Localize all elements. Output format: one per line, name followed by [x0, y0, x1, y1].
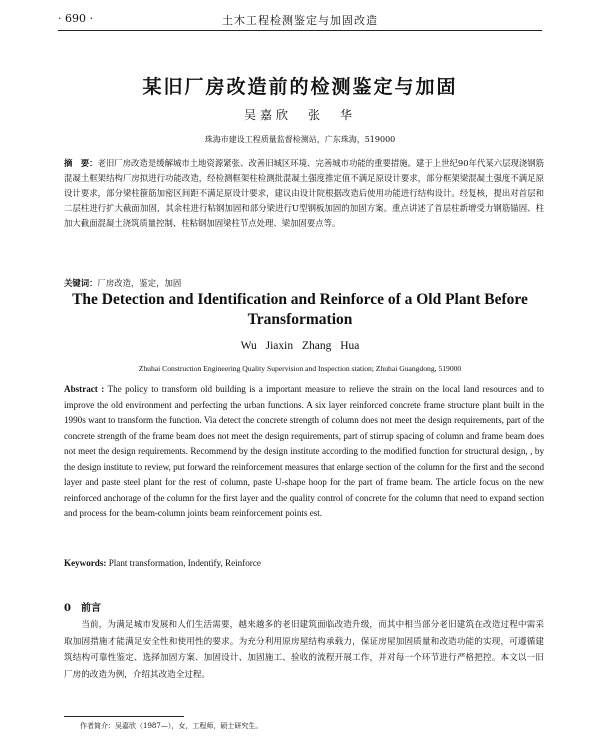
chinese-title: 某旧厂房改造前的检测鉴定与加固 [142, 76, 458, 98]
english-title: The Detection and Identification and Reinforce of a Old Plant Before Transformation [72, 291, 528, 328]
chinese-keywords [64, 277, 544, 289]
chinese-keywords-text: 厂房改造，鉴定，加固 [97, 278, 182, 288]
intro-paragraph: 当前，为满足城市发展和人们生活需要，越来越多的老旧建筑面临改造升级，而其中相当部分老旧建筑在改造过程中需采取加固措施才能满足安全性和使用性的要求。为充分利用原房屋结构承载力，保证房屋加固质量和改造功能的实现，可遵循建筑结构可靠性鉴定、选择加固方案、加固设计、加固施工、验收的流程开展工作，并对每一个环节进行严格把控。本文以一旧厂房的改造为例，介绍其改造全过程。 [64, 620, 544, 680]
chinese-abstract [64, 156, 544, 231]
section-title: 前言 [80, 603, 101, 614]
section-heading [64, 599, 101, 614]
english-abstract-label: Abstract : [64, 384, 105, 394]
english-keywords [64, 558, 544, 568]
english-authors: Wu Jiaxin Zhang Hua [240, 340, 360, 352]
english-abstract [64, 382, 544, 522]
english-abstract-text: The policy to transform old building is a important measure to relieve the strain on the local land resources and to improve the old environment and perfecting the urban functions. A six layer reinforced concrete frame structure plant built in the 1990s want to transform the function. Via detect the concrete strength of column does not meet the design requirements, part of the concrete strength of the frame beam does not meet the design requirements, part of stirrup spacing of column and frame beam does not meet the design requirements. Recommend by the design institute according to the modified function for structural design, , by the design institute to review, put forward the reinforcement measures that enlarge section of the column for the first and the second layer and paste steel plant for the rest of column, paste U-shape hoop for the part of frame beam. The article focus on the new reinforced anchorage of the column for the first layer and the quality control of concrete for the column that need to expand section and process for the beam-column joints beam reinforcement points est. [64, 384, 544, 518]
author-footnote: 作者简介：吴嘉欣（1987—），女，工程师，硕士研究生。 [80, 722, 263, 730]
section-number: 0 [64, 603, 71, 614]
page-number: · 690 · [58, 12, 93, 25]
section-body [64, 617, 544, 683]
english-keywords-label: Keywords: [64, 558, 107, 568]
chinese-authors: 吴嘉欣 张 华 [243, 108, 356, 122]
running-header [58, 10, 542, 28]
chinese-keywords-label: 关键词： [64, 278, 98, 288]
header-rule [58, 30, 542, 31]
footnote-rule [64, 716, 184, 717]
chinese-affiliation: 珠海市建设工程质量监督检测站，广东珠海，519000 [204, 135, 396, 144]
journal-title: 土木工程检测鉴定与加固改造 [222, 14, 378, 27]
chinese-abstract-label: 摘 要： [64, 158, 98, 168]
english-affiliation: Zhuhai Construction Engineering Quality Supervision and Inspection station; Zhuhai Guangdong, 519000 [138, 364, 462, 373]
chinese-abstract-text: 老旧厂房改造是缓解城市土地资源紧张、改善旧城区环境、完善城市功能的重要措施。建于上世纪90年代某六层现浇钢筋混凝土框架结构厂房拟进行功能改造，经检测框架柱检测批混凝土强度推定值不满足原设计要求，部分框架梁混凝土强度不满足原设计要求，部分梁柱箍筋加密区间距不满足原设计要求，建议由设计院根据改造后使用功能进行结构设计。经复核，提出对首层和二层柱进行扩大截面加固，其余柱进行粘钢加固和部分梁进行U型钢板加固的加固方案。重点讲述了首层柱新增受力钢筋锚固、柱加大截面混凝土浇筑质量控制、柱粘钢加固梁柱节点处理、梁加固要点等。 [64, 158, 545, 228]
english-keywords-text: Plant transformation, Indentify, Reinforce [108, 558, 261, 568]
